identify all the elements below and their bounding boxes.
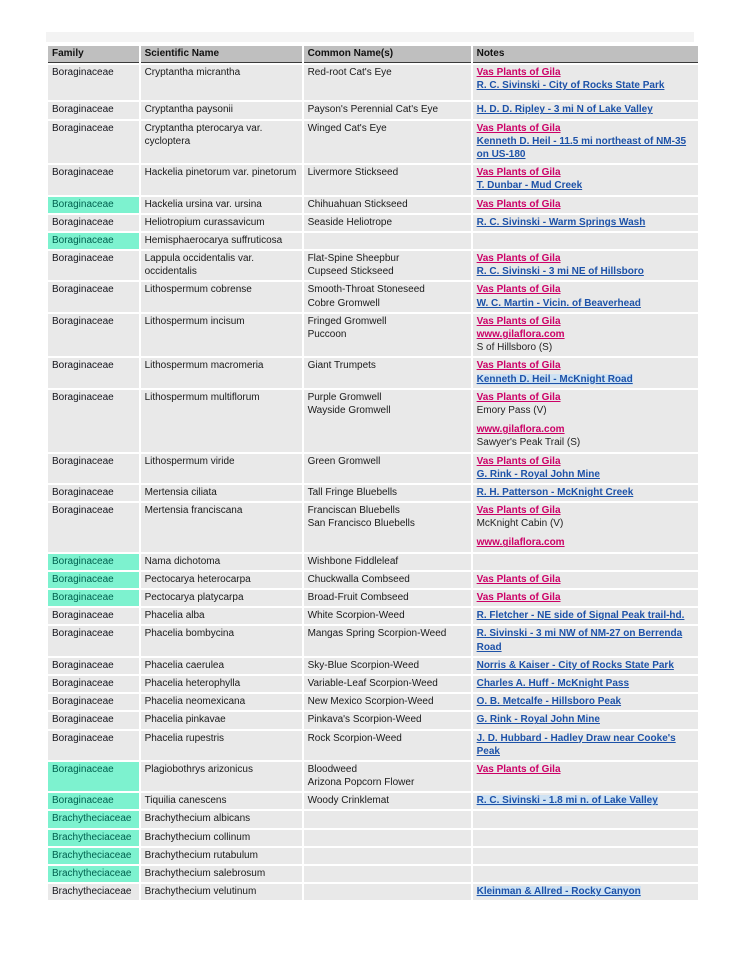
note-link[interactable]: Charles A. Huff - McKnight Pass — [476, 677, 630, 689]
notes-cell — [473, 65, 698, 100]
note-text: Emory Pass (V) — [476, 404, 547, 416]
note-link[interactable]: Kleinman & Allred - Rocky Canyon — [476, 886, 641, 898]
note-link[interactable]: R. Sivinski - 3 mi NW of NM-27 on Berrenda Road — [476, 628, 683, 653]
note-link-line — [477, 455, 694, 468]
note-link-line — [477, 794, 694, 807]
table-row — [48, 626, 698, 655]
common-names-cell — [304, 731, 471, 760]
table-row — [48, 282, 698, 311]
common-names-cell — [304, 658, 471, 674]
note-link-line — [477, 695, 694, 708]
family-cell: Boraginaceae — [48, 762, 139, 791]
common-names-cell — [304, 503, 471, 552]
notes-cell — [473, 590, 698, 606]
note-link[interactable]: Vas Plants of Gila — [476, 167, 561, 179]
common-names-cell — [304, 848, 471, 864]
family-cell: Boraginaceae — [48, 658, 139, 674]
note-link-line — [477, 627, 694, 653]
common-name: Cobre Gromwell — [307, 297, 380, 309]
column-header-family[interactable]: Family — [48, 46, 139, 63]
note-link-line — [477, 609, 694, 622]
note-link[interactable]: www.gilaflora.com — [476, 329, 565, 340]
table-row — [48, 811, 698, 827]
column-header-common-name-s-[interactable]: Common Name(s) — [304, 46, 471, 63]
notes-cell — [473, 608, 698, 624]
note-link[interactable]: W. C. Martin - Vicin. of Beaverhead — [476, 297, 641, 309]
notes-cell — [473, 251, 698, 280]
scientific-name-cell: Mertensia franciscana — [141, 503, 302, 552]
scientific-name-cell: Lappula occidentalis var. occidentalis — [141, 251, 302, 280]
table-row — [48, 694, 698, 710]
common-name: Winged Cat's Eye — [307, 122, 387, 134]
common-names-cell — [304, 282, 471, 311]
note-link[interactable]: Vas Plants of Gila — [476, 198, 561, 210]
notes-cell — [473, 121, 698, 164]
scientific-name-cell: Cryptantha micrantha — [141, 65, 302, 100]
scientific-name-cell: Plagiobothrys arizonicus — [141, 762, 302, 791]
notes-cell — [473, 712, 698, 728]
common-names-cell — [304, 793, 471, 809]
table-row — [48, 676, 698, 692]
common-name: Pinkava's Scorpion-Weed — [307, 714, 422, 726]
note-link-line — [477, 103, 694, 116]
family-cell: Boraginaceae — [48, 314, 139, 357]
table-row — [48, 762, 698, 791]
table-row — [48, 884, 698, 900]
common-name: Fringed Gromwell — [307, 315, 387, 327]
family-cell: Boraginaceae — [48, 233, 139, 249]
family-cell: Boraginaceae — [48, 554, 139, 570]
notes-cell — [473, 811, 698, 827]
family-cell: Brachytheciaceae — [48, 848, 139, 864]
note-link[interactable]: R. Fletcher - NE side of Signal Peak trail-hd. — [476, 610, 685, 622]
note-link-line — [477, 166, 694, 179]
common-name: Payson's Perennial Cat's Eye — [307, 104, 439, 116]
note-link-line — [477, 198, 694, 211]
common-names-cell — [304, 694, 471, 710]
scientific-name-cell: Pectocarya platycarpa — [141, 590, 302, 606]
table-row — [48, 165, 698, 194]
common-names-cell — [304, 102, 471, 118]
note-link-line — [477, 486, 694, 499]
common-name: Purple Gromwell — [307, 391, 382, 403]
note-link[interactable]: Vas Plants of Gila — [476, 455, 561, 467]
common-name: Variable-Leaf Scorpion-Weed — [307, 677, 438, 689]
notes-cell — [473, 165, 698, 194]
common-names-cell — [304, 165, 471, 194]
note-link-line — [477, 66, 694, 79]
note-link-line — [477, 763, 694, 776]
family-cell: Boraginaceae — [48, 358, 139, 387]
scientific-name-cell: Phacelia alba — [141, 608, 302, 624]
notes-cell — [473, 454, 698, 483]
common-name: Rock Scorpion-Weed — [307, 732, 402, 744]
common-name: White Scorpion-Weed — [307, 610, 405, 622]
note-link[interactable]: Norris & Kaiser - City of Rocks State Park — [476, 659, 674, 671]
note-link[interactable]: Vas Plants of Gila — [476, 505, 561, 517]
table-row — [48, 866, 698, 882]
note-link-line — [477, 216, 694, 229]
scientific-name-cell: Phacelia pinkavae — [141, 712, 302, 728]
table-row — [48, 848, 698, 864]
scientific-name-cell: Nama dichotoma — [141, 554, 302, 570]
common-names-cell — [304, 485, 471, 501]
note-link[interactable]: H. D. D. Ripley - 3 mi N of Lake Valley — [476, 104, 653, 116]
note-link[interactable]: Kenneth D. Heil - McKnight Road — [476, 373, 633, 385]
table-row — [48, 485, 698, 501]
note-link-line — [477, 391, 694, 404]
common-names-cell — [304, 866, 471, 882]
notes-cell — [473, 314, 698, 357]
common-name: Cupseed Stickseed — [307, 266, 394, 278]
common-names-cell — [304, 762, 471, 791]
family-cell: Boraginaceae — [48, 793, 139, 809]
common-name: Tall Fringe Bluebells — [307, 486, 398, 498]
note-link[interactable]: R. H. Patterson - McKnight Creek — [476, 486, 634, 498]
note-link[interactable]: R. C. Sivinski - 3 mi NE of Hillsboro — [476, 266, 644, 278]
note-link-line — [477, 297, 694, 310]
note-link[interactable]: J. D. Hubbard - Hadley Draw near Cooke's Peak — [476, 732, 676, 757]
common-names-cell — [304, 314, 471, 357]
family-cell: Boraginaceae — [48, 390, 139, 452]
common-names-cell — [304, 233, 471, 249]
common-names-cell — [304, 65, 471, 100]
table-row — [48, 554, 698, 570]
note-link[interactable]: Vas Plants of Gila — [476, 122, 561, 134]
note-link-line — [477, 79, 694, 92]
common-name: San Francisco Bluebells — [307, 518, 415, 530]
table-row — [48, 503, 698, 552]
note-link-line — [477, 252, 694, 265]
note-link[interactable]: www.gilaflora.com — [476, 424, 565, 436]
common-names-cell — [304, 390, 471, 452]
scientific-name-cell: Hackelia pinetorum var. pinetorum — [141, 165, 302, 194]
note-link[interactable]: Kenneth D. Heil - 11.5 mi northeast of NM-35 on US-180 — [476, 135, 687, 160]
table-row — [48, 608, 698, 624]
scientific-name-cell: Phacelia caerulea — [141, 658, 302, 674]
family-cell: Boraginaceae — [48, 65, 139, 100]
note-link[interactable]: Vas Plants of Gila — [476, 360, 561, 372]
scientific-name-cell: Lithospermum viride — [141, 454, 302, 483]
common-name: Smooth-Throat Stoneseed — [307, 284, 425, 296]
table-row — [48, 102, 698, 118]
family-cell: Boraginaceae — [48, 454, 139, 483]
note-link-line — [477, 328, 694, 341]
common-name: Franciscan Bluebells — [307, 505, 400, 517]
family-cell: Boraginaceae — [48, 590, 139, 606]
common-names-cell — [304, 676, 471, 692]
species-table — [46, 44, 700, 902]
note-link-line — [477, 135, 694, 161]
note-text — [477, 92, 694, 98]
scientific-name-cell: Lithospermum macromeria — [141, 358, 302, 387]
scientific-name-cell: Phacelia neomexicana — [141, 694, 302, 710]
note-text — [477, 341, 694, 354]
scientific-name-cell: Brachythecium collinum — [141, 830, 302, 846]
notes-cell — [473, 358, 698, 387]
common-name: Arizona Popcorn Flower — [307, 777, 415, 789]
note-link-line — [477, 315, 694, 328]
note-link-line — [477, 732, 694, 758]
common-names-cell — [304, 358, 471, 387]
common-names-cell — [304, 830, 471, 846]
species-table-header — [48, 46, 698, 63]
family-cell: Boraginaceae — [48, 197, 139, 213]
notes-cell — [473, 233, 698, 249]
note-link[interactable]: Vas Plants of Gila — [476, 67, 561, 78]
table-row — [48, 830, 698, 846]
notes-cell — [473, 658, 698, 674]
common-names-cell — [304, 590, 471, 606]
note-link-line — [477, 179, 694, 192]
notes-cell — [473, 848, 698, 864]
scientific-name-cell: Tiquilia canescens — [141, 793, 302, 809]
note-link-line — [477, 504, 694, 517]
notes-cell — [473, 762, 698, 791]
note-link[interactable]: Vas Plants of Gila — [476, 592, 561, 603]
family-cell: Boraginaceae — [48, 694, 139, 710]
common-names-cell — [304, 608, 471, 624]
scientific-name-cell: Brachythecium rutabulum — [141, 848, 302, 864]
common-name: Giant Trumpets — [307, 360, 376, 372]
note-text: McKnight Cabin (V) — [476, 518, 564, 530]
species-table-body — [48, 65, 698, 900]
common-name: Seaside Heliotrope — [307, 216, 393, 228]
common-names-cell — [304, 811, 471, 827]
notes-cell — [473, 884, 698, 900]
note-text — [477, 404, 694, 417]
family-cell: Brachytheciaceae — [48, 884, 139, 900]
scientific-name-cell: Phacelia heterophylla — [141, 676, 302, 692]
scientific-name-cell: Lithospermum incisum — [141, 314, 302, 357]
common-name: Puccoon — [307, 329, 347, 340]
common-names-cell — [304, 884, 471, 900]
note-link[interactable]: G. Rink - Royal John Mine — [476, 468, 600, 480]
table-row — [48, 121, 698, 164]
scientific-name-cell: Hackelia ursina var. ursina — [141, 197, 302, 213]
family-cell: Boraginaceae — [48, 731, 139, 760]
notes-cell — [473, 102, 698, 118]
notes-cell — [473, 793, 698, 809]
family-cell: Boraginaceae — [48, 282, 139, 311]
table-row — [48, 215, 698, 231]
common-name: Green Gromwell — [307, 455, 381, 467]
common-name: Livermore Stickseed — [307, 167, 399, 179]
note-link-line — [477, 677, 694, 690]
notes-cell — [473, 866, 698, 882]
note-text: S of Hillsboro (S) — [476, 342, 553, 354]
common-names-cell — [304, 712, 471, 728]
note-link[interactable]: G. Rink - Royal John Mine — [476, 714, 600, 726]
notes-cell — [473, 731, 698, 760]
column-header-notes[interactable]: Notes — [473, 46, 698, 63]
scientific-name-cell: Cryptantha paysonii — [141, 102, 302, 118]
table-row — [48, 233, 698, 249]
note-link[interactable]: T. Dunbar - Mud Creek — [476, 180, 583, 192]
table-row — [48, 314, 698, 357]
notes-cell — [473, 626, 698, 655]
note-link-line — [477, 265, 694, 278]
family-cell: Boraginaceae — [48, 485, 139, 501]
note-link[interactable]: R. C. Sivinski - City of Rocks State Park — [476, 80, 665, 92]
note-link-line — [477, 423, 694, 436]
family-cell: Boraginaceae — [48, 121, 139, 164]
note-link-line — [477, 573, 694, 586]
scientific-name-cell: Lithospermum multiflorum — [141, 390, 302, 452]
header-row — [48, 46, 698, 63]
family-cell: Boraginaceae — [48, 572, 139, 588]
note-link[interactable]: Vas Plants of Gila — [476, 315, 561, 327]
note-link[interactable]: Vas Plants of Gila — [476, 573, 561, 585]
note-link-line — [477, 122, 694, 135]
table-row — [48, 390, 698, 452]
note-link-line — [477, 591, 694, 604]
note-link[interactable]: Vas Plants of Gila — [476, 253, 561, 265]
family-cell: Boraginaceae — [48, 626, 139, 655]
scientific-name-cell: Mertensia ciliata — [141, 485, 302, 501]
notes-cell — [473, 694, 698, 710]
family-cell: Boraginaceae — [48, 676, 139, 692]
scientific-name-cell: Hemisphaerocarya suffruticosa — [141, 233, 302, 249]
table-row — [48, 65, 698, 100]
common-names-cell — [304, 121, 471, 164]
scientific-name-cell: Cryptantha pterocarya var. cycloptera — [141, 121, 302, 164]
note-link[interactable]: R. C. Sivinski - Warm Springs Wash — [476, 216, 646, 228]
note-link[interactable]: Vas Plants of Gila — [476, 391, 561, 403]
table-row — [48, 590, 698, 606]
family-cell: Boraginaceae — [48, 503, 139, 552]
notes-cell — [473, 503, 698, 552]
common-names-cell — [304, 626, 471, 655]
scientific-name-cell: Brachythecium salebrosum — [141, 866, 302, 882]
table-row — [48, 454, 698, 483]
note-link-line — [477, 283, 694, 296]
notes-cell — [473, 485, 698, 501]
note-link[interactable]: R. C. Sivinski - 1.8 mi n. of Lake Valley — [476, 795, 658, 807]
notes-cell — [473, 676, 698, 692]
notes-cell — [473, 390, 698, 452]
scientific-name-cell: Pectocarya heterocarpa — [141, 572, 302, 588]
common-name: Wishbone Fiddleleaf — [307, 555, 399, 567]
species-table-container — [46, 32, 702, 902]
note-link[interactable]: O. B. Metcalfe - Hillsboro Peak — [476, 696, 622, 708]
family-cell: Boraginaceae — [48, 712, 139, 728]
common-name: Wayside Gromwell — [307, 404, 391, 416]
table-row — [48, 197, 698, 213]
family-cell: Brachytheciaceae — [48, 830, 139, 846]
scientific-name-cell: Phacelia rupestris — [141, 731, 302, 760]
common-name: Bloodweed — [307, 763, 358, 775]
note-link-line — [477, 659, 694, 672]
notes-cell — [473, 830, 698, 846]
common-names-cell — [304, 251, 471, 280]
notes-cell — [473, 215, 698, 231]
note-link[interactable]: Vas Plants of Gila — [476, 763, 561, 775]
scientific-name-cell: Brachythecium velutinum — [141, 884, 302, 900]
common-names-cell — [304, 454, 471, 483]
table-row — [48, 658, 698, 674]
common-name: Woody Crinklemat — [307, 795, 390, 807]
notes-cell — [473, 572, 698, 588]
table-row — [48, 572, 698, 588]
note-link-line — [477, 468, 694, 481]
common-name: Chuckwalla Combseed — [307, 573, 410, 585]
common-name: Broad-Fruit Combseed — [307, 592, 409, 603]
note-link-line — [477, 885, 694, 898]
table-row — [48, 712, 698, 728]
common-name: New Mexico Scorpion-Weed — [307, 696, 434, 708]
scientific-name-cell: Phacelia bombycina — [141, 626, 302, 655]
note-link-line — [477, 536, 694, 549]
common-names-cell — [304, 554, 471, 570]
common-name: Mangas Spring Scorpion-Weed — [307, 628, 447, 640]
common-name: Red-root Cat's Eye — [307, 67, 392, 78]
scientific-name-cell: Brachythecium albicans — [141, 811, 302, 827]
note-text — [477, 517, 694, 530]
family-cell: Boraginaceae — [48, 251, 139, 280]
notes-cell — [473, 282, 698, 311]
note-text — [477, 436, 694, 449]
note-link-line — [477, 359, 694, 372]
common-names-cell — [304, 572, 471, 588]
common-names-cell — [304, 215, 471, 231]
note-link[interactable]: Vas Plants of Gila — [476, 284, 561, 296]
table-row — [48, 358, 698, 387]
scientific-name-cell: Heliotropium curassavicum — [141, 215, 302, 231]
note-text: Sawyer's Peak Trail (S) — [476, 437, 581, 449]
common-name: Chihuahuan Stickseed — [307, 198, 408, 210]
family-cell: Boraginaceae — [48, 165, 139, 194]
family-cell: Boraginaceae — [48, 215, 139, 231]
scientific-name-cell: Lithospermum cobrense — [141, 282, 302, 311]
table-row — [48, 793, 698, 809]
note-link[interactable]: www.gilaflora.com — [476, 537, 565, 549]
family-cell: Brachytheciaceae — [48, 866, 139, 882]
table-row — [48, 251, 698, 280]
note-link-line — [477, 373, 694, 386]
common-name: Flat-Spine Sheepbur — [307, 253, 400, 265]
family-cell: Boraginaceae — [48, 608, 139, 624]
table-top-strip — [46, 32, 694, 42]
common-names-cell — [304, 197, 471, 213]
column-header-scientific-name[interactable]: Scientific Name — [141, 46, 302, 63]
table-row — [48, 731, 698, 760]
note-link-line — [477, 713, 694, 726]
notes-cell — [473, 197, 698, 213]
notes-cell — [473, 554, 698, 570]
common-name: Sky-Blue Scorpion-Weed — [307, 659, 420, 671]
family-cell: Boraginaceae — [48, 102, 139, 118]
family-cell: Brachytheciaceae — [48, 811, 139, 827]
